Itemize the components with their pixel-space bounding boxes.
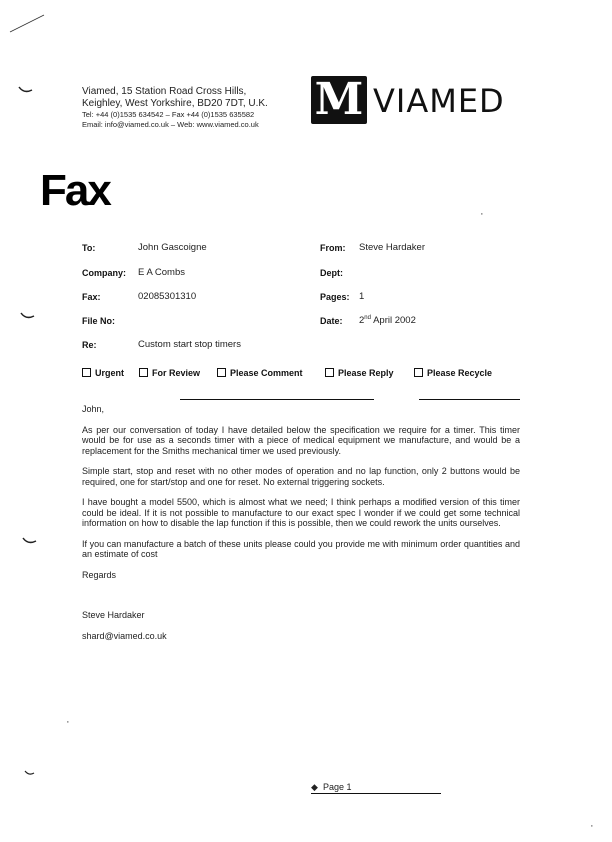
checkbox-label: Please Reply [338, 368, 394, 378]
checkbox-please-recycle[interactable] [414, 368, 492, 378]
signature-name: Steve Hardaker [82, 610, 145, 620]
checkbox-label: Please Comment [230, 368, 303, 378]
checkbox-icon [139, 368, 148, 377]
checkbox-urgent[interactable] [82, 368, 124, 378]
address-line-2: Keighley, West Yorkshire, BD20 7DT, U.K. [82, 98, 268, 109]
date-suffix: nd [364, 315, 371, 321]
phone-line: Tel: +44 (0)1535 634542 – Fax +44 (0)1535 635582 [82, 110, 255, 119]
paragraph-3: I have bought a model 5500, which is almost what we need; I think perhaps a modified version of this timer could be ideal. If it is not possible to manufacture to our exact spec I wonder if we could get some technical information on how to disable the lap function if this is possible, then we could rework the units ourselves. [82, 497, 520, 528]
separator-rule [180, 399, 374, 400]
scan-mark-line [8, 12, 48, 34]
pages-label: Pages: [320, 292, 350, 302]
letter-body [82, 404, 520, 651]
file-no-label: File No: [82, 316, 115, 326]
separator-rule [419, 399, 520, 400]
binding-mark-icon [22, 537, 38, 547]
scan-dot: · [590, 820, 594, 832]
fax-label: Fax: [82, 292, 101, 302]
company-label: Company: [82, 268, 127, 278]
viamed-logo-mark: M [311, 76, 367, 124]
from-label: From: [320, 243, 346, 253]
date-day: 2 [359, 315, 365, 327]
pages-value: 1 [359, 291, 365, 302]
date-value [359, 315, 416, 326]
salutation: John, [82, 404, 105, 414]
checkbox-label: Please Recycle [427, 368, 493, 378]
signature-email: shard@viamed.co.uk [82, 630, 167, 641]
paragraph-2: Simple start, stop and reset with no other modes of operation and no lap function, only 2 buttons would be required, one for start/stop and one for reset. No external triggering sockets. [82, 466, 520, 487]
scan-dot: · [66, 716, 70, 728]
from-value: Steve Hardaker [359, 242, 426, 253]
checkbox-icon [325, 368, 334, 377]
checkbox-label: For Review [152, 368, 201, 378]
date-rest: April 2002 [370, 315, 416, 327]
binding-mark-icon [24, 770, 36, 778]
checkbox-icon [82, 368, 91, 377]
to-value: John Gascoigne [138, 242, 207, 253]
date-label: Date: [320, 316, 343, 326]
footer-rule [311, 793, 441, 794]
checkbox-icon [414, 368, 423, 377]
re-label: Re: [82, 340, 97, 350]
fax-value: 02085301310 [138, 291, 197, 302]
binding-mark-icon [18, 86, 34, 96]
page-title: Fax [40, 166, 110, 215]
checkbox-icon [217, 368, 226, 377]
dept-label: Dept: [320, 268, 343, 278]
paragraph-4: If you can manufacture a batch of these units please could you provide me with minimum order quantities and an estimate of cost [82, 538, 520, 559]
scan-dot: · [480, 208, 484, 220]
contact-line: Email: info@viamed.co.uk – Web: www.viamed.co.uk [82, 119, 259, 129]
closing: Regards [82, 569, 117, 580]
viamed-logo-text: VIAMED [373, 82, 505, 120]
page-number: Page 1 [323, 782, 352, 792]
to-label: To: [82, 243, 96, 253]
checkbox-please-comment[interactable] [217, 368, 303, 378]
address-line-1: Viamed, 15 Station Road Cross Hills, [82, 86, 247, 97]
footer-bullet-icon: ◆ [311, 782, 318, 792]
checkbox-please-reply[interactable] [325, 368, 394, 378]
binding-mark-icon [20, 312, 36, 322]
company-address [82, 86, 268, 129]
re-value: Custom start stop timers [138, 339, 241, 350]
company-value: E A Combs [138, 267, 185, 278]
paragraph-1: As per our conversation of today I have detailed below the specification we require for a timer. This timer would be for use as a seconds timer with a piece of medical equipment we manufacture, and would be a replacement for the Smiths mechanical timer we used previously. [82, 424, 520, 456]
checkbox-label: Urgent [95, 368, 124, 378]
checkbox-for-review[interactable] [139, 368, 200, 378]
